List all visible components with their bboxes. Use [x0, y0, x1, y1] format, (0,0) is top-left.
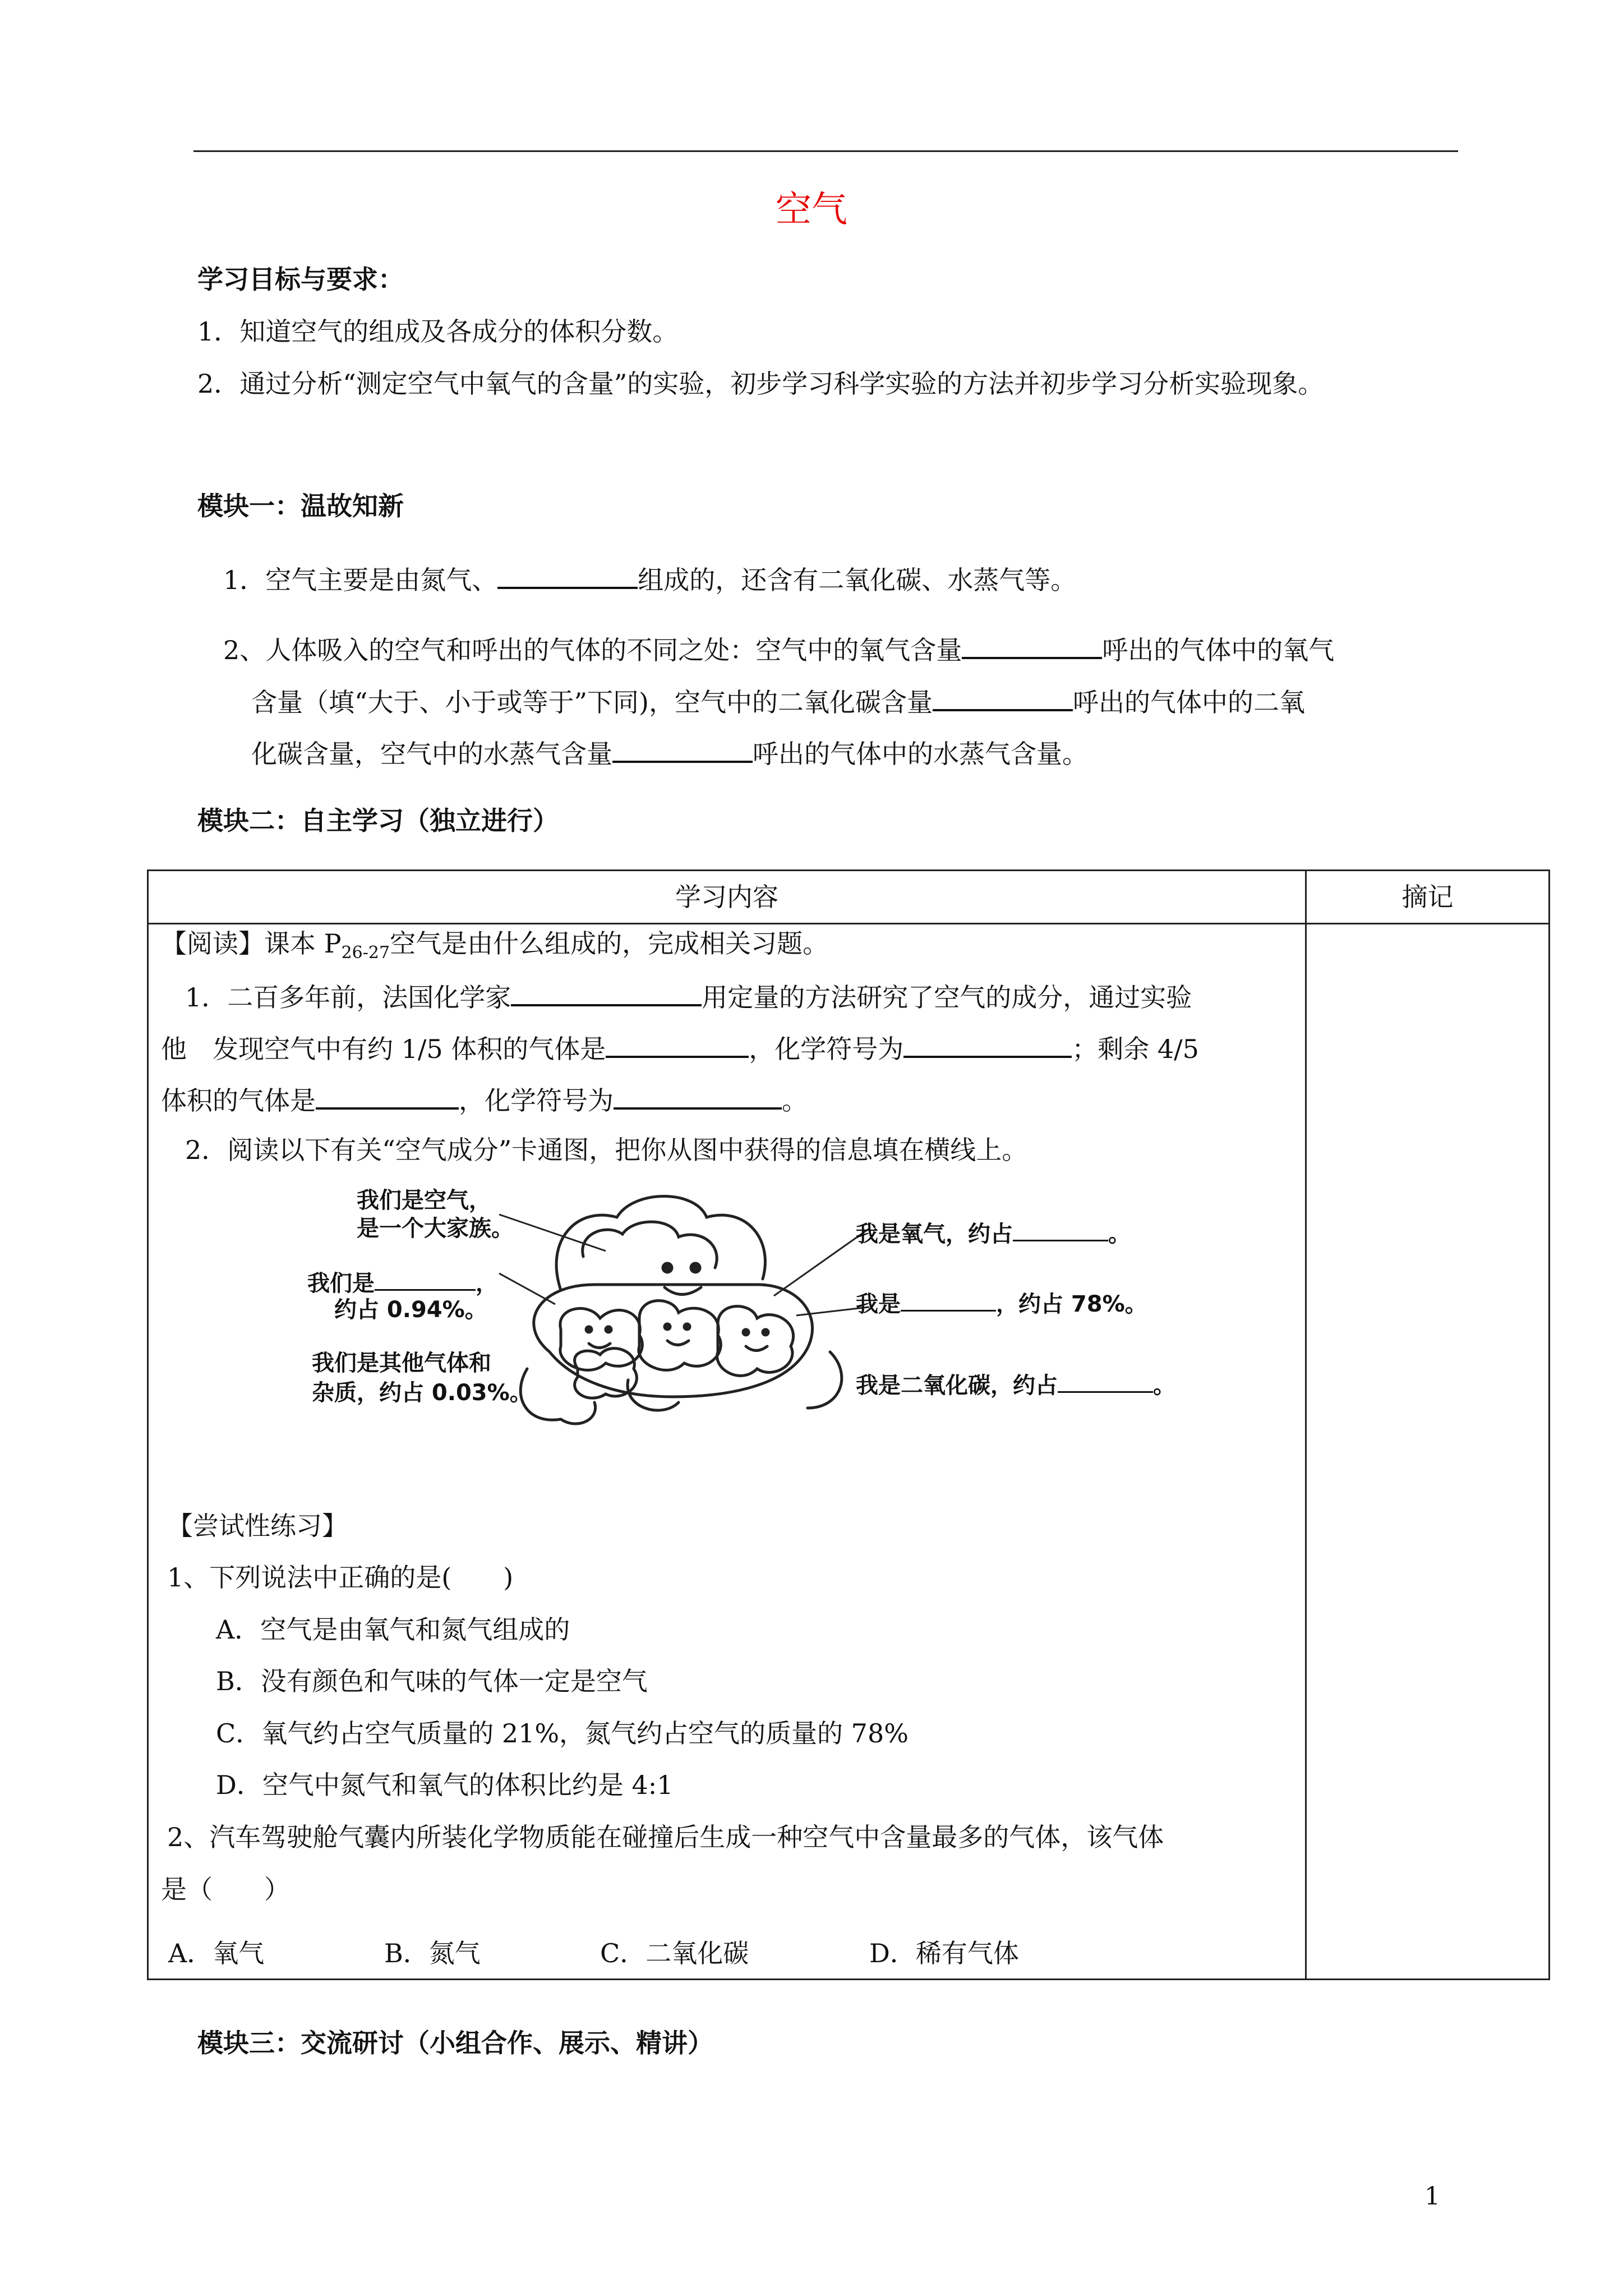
- goals-heading: 学习目标与要求：: [197, 264, 404, 295]
- question-1-line-2: 他 发现空气中有约 1/5 体积的气体是 ，化学符号为 ；剩余 4/5: [161, 1030, 1199, 1066]
- exercise-1-option-a[interactable]: A．空气是由氧气和氮气组成的: [216, 1614, 570, 1645]
- cartoon-label-air-family-1: 我们是空气，: [357, 1188, 491, 1213]
- answer-blank[interactable]: [962, 631, 1102, 659]
- answer-blank[interactable]: [1013, 1217, 1108, 1241]
- cartoon-leader-lines: [482, 1184, 886, 1369]
- module3-heading: 模块三：交流研讨（小组合作、展示、精讲）: [197, 2028, 713, 2058]
- answer-blank[interactable]: [933, 683, 1073, 711]
- module1-question-2-line-2: 含量（填“大于、小于或等于”下同)，空气中的二氧化碳含量 呼出的气体中的二氧: [251, 683, 1305, 719]
- exercise-1-option-d[interactable]: D．空气中氮气和氧气的体积比约是 4:1: [216, 1770, 674, 1800]
- exercise-1-option-b[interactable]: B．没有颜色和气味的气体一定是空气: [216, 1666, 648, 1696]
- cartoon-label-other-gas-2: 杂质，约占 0.03%。: [312, 1380, 532, 1406]
- module1-question-2-line-3: 化碳含量，空气中的水蒸气含量 呼出的气体中的水蒸气含量。: [251, 735, 1088, 771]
- answer-blank[interactable]: [901, 1287, 996, 1312]
- module1-heading: 模块一：温故知新: [197, 491, 404, 521]
- page-title: 空气: [776, 189, 847, 231]
- reading-instruction: 【阅读】课本 $P_{26-27}$空气是由什么组成的，完成相关习题。: [161, 928, 829, 963]
- answer-blank[interactable]: [903, 1030, 1072, 1058]
- cartoon-label-rare-gas-2: 约占 0.94%。: [334, 1297, 487, 1323]
- answer-blank[interactable]: [511, 978, 702, 1006]
- practice-heading: 【尝试性练习】: [167, 1511, 348, 1541]
- exercise-1: 1、下列说法中正确的是( ): [167, 1562, 514, 1593]
- answer-blank[interactable]: [316, 1082, 459, 1110]
- exercise-2-option-d[interactable]: D．稀有气体: [869, 1938, 1019, 1968]
- cartoon-label-air-family-2: 是一个大家族。: [357, 1216, 514, 1241]
- exercise-2-line-1: 2、汽车驾驶舱气囊内所装化学物质能在碰撞后生成一种空气中含量最多的气体，该气体: [167, 1822, 1164, 1852]
- module1-question-2-line-1: 2、人体吸入的空气和呼出的气体的不同之处：空气中的氧气含量 呼出的气体中的氧气: [223, 631, 1334, 667]
- answer-blank[interactable]: [606, 1030, 749, 1058]
- answer-blank[interactable]: [612, 735, 753, 763]
- cartoon-label-other-gas-1: 我们是其他气体和: [312, 1350, 491, 1376]
- exercise-2-option-a[interactable]: A．氧气: [168, 1938, 265, 1968]
- cartoon-label-oxygen: 我是氧气，约占 。: [856, 1217, 1131, 1248]
- page-number: 1: [1424, 2182, 1440, 2211]
- cartoon-label-co2: 我是二氧化碳，约占 。: [856, 1369, 1175, 1400]
- goal-item-2: 2．通过分析“测定空气中氧气的含量”的实验，初步学习科学实验的方法并初步学习分析实验现象。: [197, 369, 1324, 399]
- answer-blank[interactable]: [1058, 1369, 1153, 1393]
- cartoon-label-rare-gas-1: 我们是 ，: [307, 1267, 498, 1297]
- column-header-content: 学习内容: [148, 871, 1306, 924]
- module1-question-1: 1．空气主要是由氮气、 组成的，还含有二氧化碳、水蒸气等。: [223, 561, 1076, 597]
- question-1-line-1: 1．二百多年前，法国化学家 用定量的方法研究了空气的成分，通过实验: [185, 978, 1192, 1014]
- goal-item-1: 1．知道空气的组成及各成分的体积分数。: [197, 316, 679, 347]
- question-1-line-3: 体积的气体是 ，化学符号为 。: [161, 1082, 808, 1117]
- answer-blank[interactable]: [614, 1082, 782, 1110]
- exercise-2-option-b[interactable]: B．氮气: [384, 1938, 481, 1968]
- exercise-2-line-2: 是（ ）: [161, 1874, 290, 1904]
- notes-cell[interactable]: [1306, 924, 1550, 1980]
- cartoon-label-nitrogen: 我是 ，约占 78%。: [856, 1287, 1147, 1318]
- exercise-2-option-c[interactable]: C．二氧化碳: [600, 1938, 749, 1968]
- answer-blank[interactable]: [497, 561, 638, 589]
- header-rule: [193, 150, 1458, 152]
- column-header-notes: 摘记: [1306, 871, 1550, 924]
- exercise-1-option-c[interactable]: C．氧气约占空气质量的 21%，氮气约占空气的质量的 78%: [216, 1718, 909, 1749]
- question-2: 2．阅读以下有关“空气成分”卡通图，把你从图中获得的信息填在横线上。: [185, 1135, 1028, 1165]
- answer-blank[interactable]: [375, 1267, 476, 1291]
- module2-heading: 模块二：自主学习（独立进行）: [197, 806, 559, 836]
